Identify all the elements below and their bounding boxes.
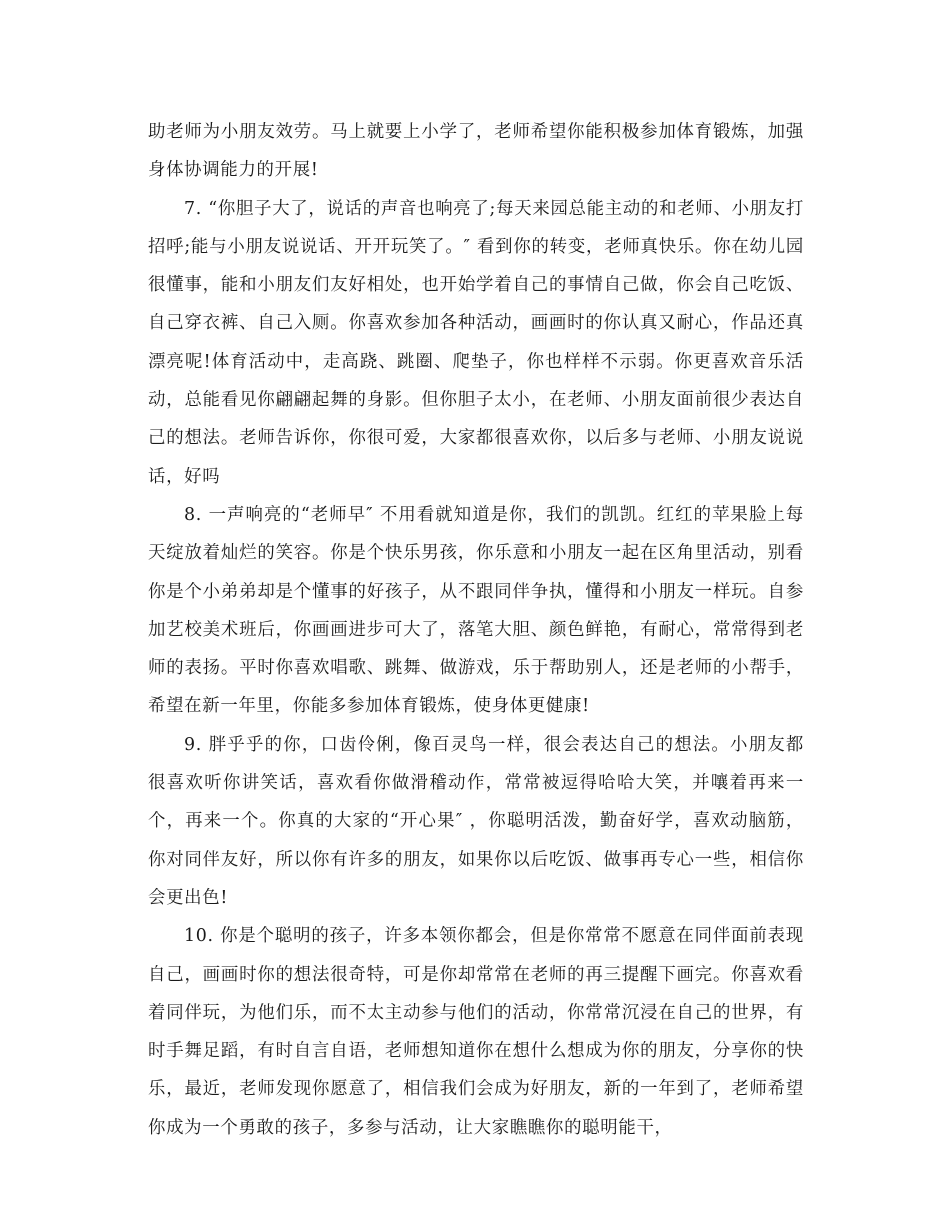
- paragraph-10: 10. 你是个聪明的孩子，许多本领你都会，但是你常常不愿意在同伴面前表现自己，画画时你的想法很奇特，可是你却常常在老师的再三提醒下画完。你喜欢看着同伴玩，为他们乐，而不太主动参与他们的活动，你常常沉浸在自己的世界，有时手舞足蹈，有时自言自语，老师想知道你在想什么想成为你的朋友，分享你的快乐，最近，老师发现你愿意了，相信我们会成为好朋友，新的一年到了，老师希望你成为一个勇敢的孩子，多参与活动，让大家瞧瞧你的聪明能干，: [148, 926, 804, 1138]
- paragraph-9: 9. 胖乎乎的你，口齿伶俐，像百灵鸟一样，很会表达自己的想法。小朋友都很喜欢听你讲笑话，喜欢看你做滑稽动作，常常被逗得哈哈大笑，并嚷着再来一个，再来一个。你真的大家的“开心果″ ，你聪明活泼，勤奋好学，喜欢动脑筋，你对同伴友好，所以你有许多的朋友，如果你以后吃饭、做事再专心一些，相信你会更出色!: [148, 734, 804, 908]
- document-page: [148, 113, 804, 1147]
- paragraph-continued: 助老师为小朋友效劳。马上就要上小学了，老师希望你能积极参加体育锻炼，加强身体协调能力的开展!: [148, 122, 804, 181]
- paragraph-7: 7. “你胆子大了，说话的声音也响亮了;每天来园总能主动的和老师、小朋友打招呼;能与小朋友说说话、开开玩笑了。″ 看到你的转变，老师真快乐。你在幼儿园很懂事，能和小朋友们友好相处，也开始学着自己的事情自己做，你会自己吃饭、自己穿衣裤、自己入厕。你喜欢参加各种活动，画画时的你认真又耐心，作品还真漂亮呢!体育活动中，走高跷、跳圈、爬垫子，你也样样不示弱。你更喜欢音乐活动，总能看见你翩翩起舞的身影。但你胆子太小，在老师、小朋友面前很少表达自己的想法。老师告诉你，你很可爱，大家都很喜欢你，以后多与老师、小朋友说说话，好吗: [148, 198, 804, 487]
- paragraph-8: 8. 一声响亮的“老师早″ 不用看就知道是你，我们的凯凯。红红的苹果脸上每天绽放着灿烂的笑容。你是个快乐男孩，你乐意和小朋友一起在区角里活动，别看你是个小弟弟却是个懂事的好孩子，从不跟同伴争执，懂得和小朋友一样玩。自参加艺校美术班后，你画画进步可大了，落笔大胆、颜色鲜艳，有耐心，常常得到老师的表扬。平时你喜欢唱歌、跳舞、做游戏，乐于帮助别人，还是老师的小帮手，希望在新一年里，你能多参加体育锻炼，使身体更健康!: [148, 504, 804, 717]
